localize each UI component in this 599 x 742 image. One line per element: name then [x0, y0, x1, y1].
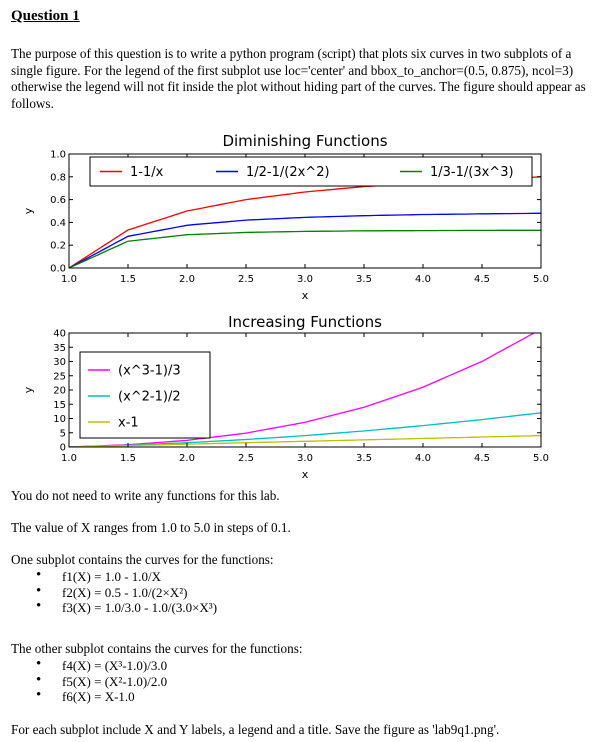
y-tick-label: 1.0: [50, 149, 66, 161]
x-tick-label: 2.5: [238, 453, 254, 464]
subplot1-function-list: [36, 569, 217, 616]
y-tick-label: 0.6: [50, 195, 66, 207]
series-line-3: [69, 230, 541, 268]
legend-label: x-1: [118, 415, 139, 431]
function-item: • f4(X) = (X³-1.0)/3.0: [36, 658, 167, 674]
y-tick-label: 5: [59, 428, 66, 440]
legend-label: (x^2-1)/2: [118, 389, 181, 405]
x-tick-label: 1.5: [120, 453, 136, 464]
legend-label: 1/2-1/(2x^2): [246, 165, 330, 180]
x-axis-label: x: [301, 289, 309, 302]
x-tick-label: 5.0: [533, 274, 549, 285]
y-tick-label: 0: [59, 442, 66, 454]
chart-title: Increasing Functions: [228, 313, 382, 331]
y-axis-label: y: [22, 386, 35, 394]
x-tick-label: 2.5: [238, 274, 254, 285]
y-tick-label: 20: [53, 385, 66, 397]
x-tick-label: 3.5: [356, 453, 372, 464]
y-tick-label: 40: [53, 328, 66, 340]
x-tick-label: 2.0: [179, 274, 195, 285]
function-item: • f1(X) = 1.0 - 1.0/X: [36, 569, 217, 585]
x-tick-label: 3.5: [356, 274, 372, 285]
series-line-1: [69, 177, 541, 268]
closing-instructions: For each subplot include X and Y labels, a legend and a title. Save the figure as 'lab9q1.png'.: [11, 722, 500, 737]
subplot2-function-list: [36, 658, 167, 705]
x-axis-label: x: [301, 468, 309, 481]
legend-label: (x^3-1)/3: [118, 363, 181, 379]
function-item: • f2(X) = 0.5 - 1.0/(2×X²): [36, 585, 217, 601]
chart-title: Diminishing Functions: [222, 132, 388, 150]
x-range-note: The value of X ranges from 1.0 to 5.0 in steps of 0.1.: [11, 520, 291, 535]
series-line-2: [69, 213, 541, 268]
subplot-increasing: [22, 313, 549, 481]
y-tick-label: 15: [53, 399, 66, 411]
legend: [90, 157, 532, 186]
legend: [80, 352, 210, 438]
subplot1-heading: One subplot contains the curves for the functions:: [11, 552, 274, 567]
legend-label: 1-1/x: [130, 165, 164, 180]
y-tick-label: 25: [53, 371, 66, 383]
x-tick-label: 4.5: [474, 453, 490, 464]
x-tick-label: 1.5: [120, 274, 136, 285]
x-tick-label: 5.0: [533, 453, 549, 464]
question-title: Question 1: [11, 8, 80, 24]
y-tick-label: 0.2: [50, 240, 66, 252]
y-axis-label: y: [22, 207, 35, 215]
x-tick-label: 4.5: [474, 274, 490, 285]
y-tick-label: 0.8: [50, 172, 66, 184]
y-tick-label: 30: [53, 357, 66, 368]
x-tick-label: 3.0: [297, 453, 313, 464]
x-tick-label: 4.0: [415, 453, 431, 464]
function-item: • f6(X) = X-1.0: [36, 689, 167, 705]
y-tick-label: 10: [53, 414, 66, 425]
function-item: • f3(X) = 1.0/3.0 - 1.0/(3.0×X³): [36, 600, 217, 616]
x-tick-label: 2.0: [179, 453, 195, 464]
x-tick-label: 1.0: [61, 274, 77, 285]
x-tick-label: 4.0: [415, 274, 431, 285]
y-tick-label: 35: [53, 342, 66, 354]
y-tick-label: 0.0: [50, 263, 66, 275]
x-tick-label: 3.0: [297, 274, 313, 285]
legend-label: 1/3-1/(3x^3): [430, 165, 514, 180]
no-functions-note: You do not need to write any functions for this lab.: [11, 488, 280, 503]
y-tick-label: 0.4: [50, 217, 66, 229]
subplot-diminishing: [22, 132, 549, 302]
figure: [0, 128, 599, 508]
x-tick-label: 1.0: [61, 453, 77, 464]
subplot2-heading: The other subplot contains the curves for the functions:: [11, 641, 303, 656]
intro-paragraph: The purpose of this question is to write a python program (script) that plots six curves in two subplots of a single figure. For the legend of the first subplot use loc='center' and bbox_to_anchor=(0.5, 0.875), ncol=3) otherwise the legend will not fit inside the plot without hiding part of the curves. The figure should appear as follows.: [11, 46, 586, 111]
function-item: • f5(X) = (X²-1.0)/2.0: [36, 674, 167, 690]
